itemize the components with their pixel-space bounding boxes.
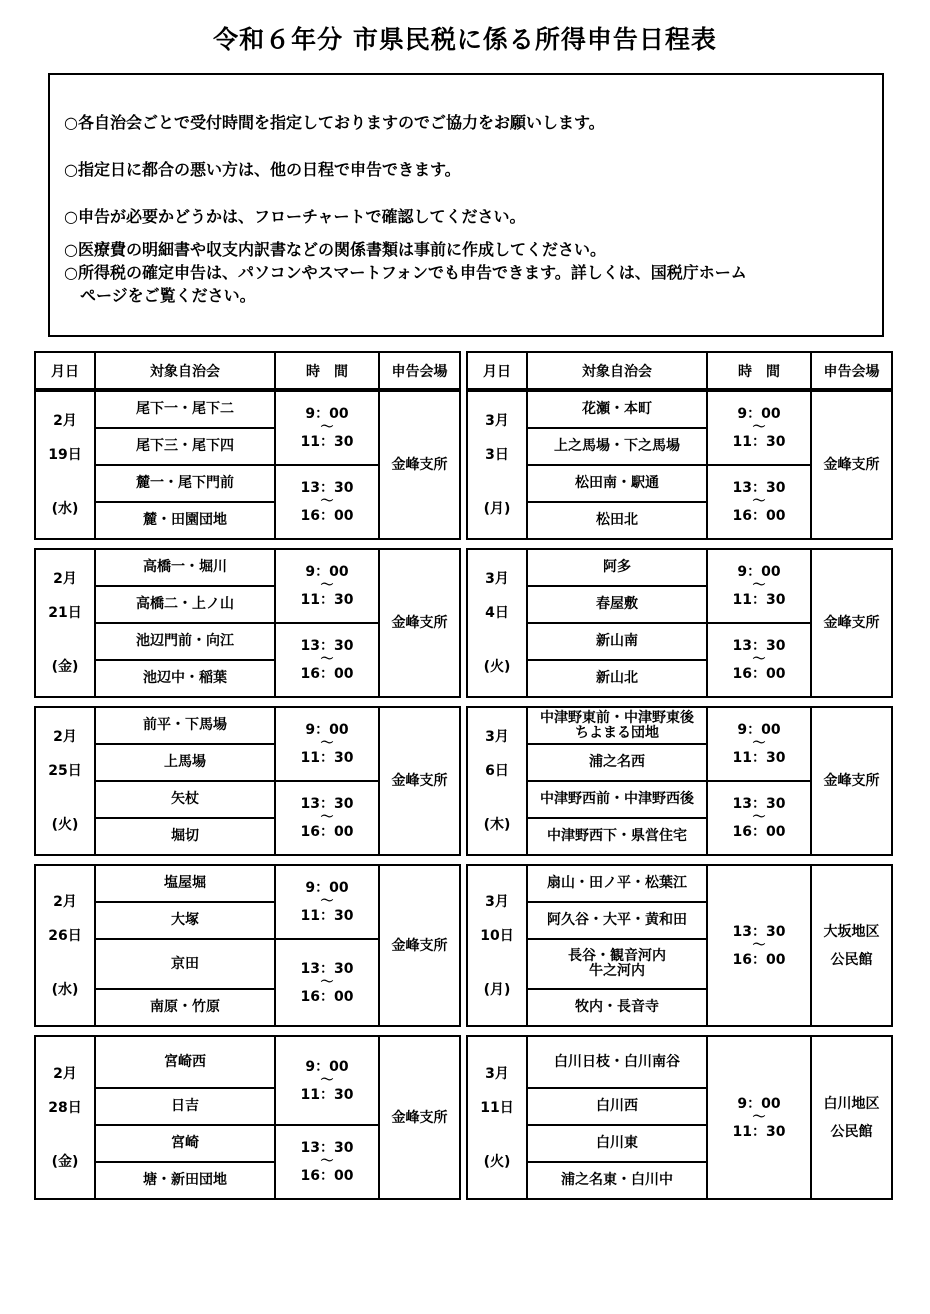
time-start: 9：00 [305,406,349,422]
time-tilde: ～ [320,1154,334,1169]
association-name: 塩屋堀 [164,875,206,891]
venue-name: 金峰支所 [823,615,880,631]
header-venue: 申告会場 [379,352,460,389]
association-cell [527,989,707,1026]
time-cell [707,781,811,855]
time-start: 9：00 [737,406,781,422]
date-weekday: (火) [483,659,511,675]
association-cell [527,1036,707,1088]
association-cell [527,1162,707,1199]
association-name: 春屋敷 [596,596,638,612]
time-cell [707,549,811,623]
date-month: 3月 [485,1065,509,1082]
association-name: 松田南・駅通 [575,475,659,491]
association-cell [95,465,275,502]
association-cell [527,902,707,939]
time-tilde: ～ [752,652,766,667]
time-cell [275,391,379,465]
date-day: 11日 [480,1099,514,1116]
time-tilde: ～ [752,736,766,751]
header-row [467,352,892,389]
time-end: 11：30 [300,750,354,766]
time-start: 9：00 [737,1095,781,1112]
date-day: 6日 [485,763,509,779]
association-name: 阿多 [603,559,631,575]
time-end: 11：30 [300,592,354,608]
time-tilde: ～ [320,494,334,509]
group-spacer [35,1026,460,1036]
venue-name-line2: 公民館 [830,951,873,968]
time-tilde: ～ [752,578,766,593]
group-spacer [467,1026,892,1036]
table-row [467,707,892,744]
association-name: 宮崎 [171,1135,199,1151]
association-name: 高橋二・上ノ山 [136,596,234,612]
venue-name: 金峰支所 [823,773,880,789]
venue-cell [379,391,460,539]
venue-name-line2: 公民館 [830,1123,873,1140]
association-name: 矢杖 [171,791,199,807]
time-cell [275,549,379,623]
time-cell [707,865,811,1026]
table-row [467,865,892,902]
venue-name-line1: 白川地区 [823,1095,880,1112]
notice-item: ○申告が必要かどうかは、フローチャートで確認してください。 [64,207,526,226]
date-weekday: (金) [51,1153,79,1170]
time-tilde: ～ [320,736,334,751]
venue-cell [811,549,892,697]
date-weekday: (水) [51,981,79,998]
association-cell [95,781,275,818]
time-tilde: ～ [320,652,334,667]
time-tilde: ～ [752,937,766,953]
date-month: 2月 [53,413,77,429]
time-cell [275,1036,379,1125]
time-end: 16：00 [732,824,786,840]
venue-cell [811,707,892,855]
time-start: 9：00 [305,722,349,738]
table-row [35,391,460,428]
time-end: 16：00 [300,988,354,1005]
time-cell [275,865,379,939]
date-month: 3月 [485,729,509,745]
schedule-table-march [466,351,893,1200]
association-cell [95,549,275,586]
group-spacer [35,539,460,549]
association-cell [527,391,707,428]
time-end: 16：00 [732,951,786,968]
association-cell [95,865,275,902]
table-row [35,1036,460,1088]
time-tilde: ～ [752,420,766,435]
group-spacer [467,539,892,549]
association-name: 上馬場 [164,754,206,770]
association-name: 中津野西下・県営住宅 [547,828,687,844]
time-cell [275,1125,379,1199]
association-cell [95,502,275,539]
group-spacer [467,855,892,865]
date-cell [35,865,95,1026]
date-day: 3日 [485,447,509,463]
time-end: 16：00 [732,666,786,682]
venue-cell [811,1036,892,1199]
date-day: 28日 [48,1099,82,1116]
association-cell [527,549,707,586]
association-cell [527,502,707,539]
time-end: 11：30 [732,1123,786,1140]
association-name: 高橋一・堀川 [143,559,227,575]
association-cell [95,623,275,660]
time-tilde: ～ [320,420,334,435]
header-association: 対象自治会 [527,352,707,389]
association-cell [95,1088,275,1125]
association-name: 扇山・田ノ平・松葉江 [547,875,687,891]
date-month: 2月 [53,571,77,587]
association-cell [95,660,275,697]
time-cell [707,391,811,465]
date-day: 26日 [48,927,82,944]
venue-name: 金峰支所 [391,457,448,473]
time-start: 13：30 [732,638,786,654]
time-end: 11：30 [732,434,786,450]
date-month: 3月 [485,893,509,910]
header-date: 月日 [467,352,527,389]
association-name: 白川日枝・白川南谷 [554,1053,680,1070]
venue-cell [811,391,892,539]
venue-name: 金峰支所 [391,1109,448,1126]
association-name: 前平・下馬場 [143,717,227,733]
venue-name: 金峰支所 [823,457,880,473]
time-start: 13：30 [300,960,354,977]
association-name: 新山北 [596,670,638,686]
time-tilde: ～ [320,974,334,990]
association-name: 上之馬場・下之馬場 [554,438,680,454]
header-row [35,352,460,389]
association-cell [527,465,707,502]
association-name: 麓一・尾下門前 [136,475,234,491]
date-month: 3月 [485,413,509,429]
date-cell [35,391,95,539]
table-row [35,865,460,902]
date-cell [467,549,527,697]
time-start: 9：00 [737,722,781,738]
time-end: 11：30 [732,750,786,766]
association-cell [95,707,275,744]
association-cell [95,744,275,781]
association-name: 浦之名東・白川中 [561,1172,673,1188]
time-tilde: ～ [752,810,766,825]
venue-name: 金峰支所 [391,937,448,954]
date-day: 4日 [485,605,509,621]
schedule-table-february [34,351,461,1200]
time-end: 11：30 [300,908,354,924]
time-cell [707,465,811,539]
table-row [467,1036,892,1088]
association-cell [527,1125,707,1162]
association-name: 中津野東前・中津野東後 [540,709,694,726]
time-start: 13：30 [300,638,354,654]
date-cell [467,391,527,539]
date-day: 10日 [480,927,514,944]
association-name: 大塚 [171,912,199,928]
date-month: 3月 [485,571,509,587]
date-weekday: (火) [483,1153,511,1170]
time-end: 11：30 [732,592,786,608]
date-day: 21日 [48,605,82,621]
association-name: 日吉 [171,1098,199,1114]
header-time: 時 間 [707,352,811,389]
association-cell [527,586,707,623]
venue-cell [379,707,460,855]
association-name: ちよまる団地 [575,724,659,741]
association-cell [95,818,275,855]
association-cell [95,939,275,989]
time-start: 9：00 [305,880,349,896]
time-end: 16：00 [300,1168,354,1184]
table-row [35,707,460,744]
association-cell [527,939,707,989]
time-end: 16：00 [300,666,354,682]
association-cell [95,428,275,465]
time-start: 9：00 [305,1058,349,1075]
time-cell [707,707,811,781]
venue-cell [379,549,460,697]
association-name: 宮崎西 [164,1053,206,1070]
time-cell [707,623,811,697]
date-month: 2月 [53,1065,77,1082]
association-cell [527,707,707,744]
notice-box [48,73,884,337]
association-name: 白川東 [596,1135,638,1151]
association-name: 中津野西前・中津野西後 [540,791,694,807]
association-cell [95,391,275,428]
time-start: 13：30 [732,480,786,496]
notice-item: ○指定日に都合の悪い方は、他の日程で申告できます。 [64,160,461,179]
association-name: 阿久谷・大平・黄和田 [547,912,687,928]
date-cell [467,707,527,855]
time-cell [275,781,379,855]
association-cell [527,818,707,855]
notice-item: ○所得税の確定申告は、パソコンやスマートフォンでも申告できます。詳しくは、国税庁ホーム [64,263,747,282]
time-start: 13：30 [732,796,786,812]
venue-cell [379,865,460,1026]
association-name: 新山南 [596,633,638,649]
association-cell [527,428,707,465]
date-day: 19日 [48,447,82,463]
association-cell [95,1162,275,1199]
time-cell [275,623,379,697]
association-name: 花瀬・本町 [582,401,652,417]
date-month: 2月 [53,893,77,910]
date-cell [35,707,95,855]
venue-name: 金峰支所 [391,773,448,789]
time-end: 16：00 [732,508,786,524]
group-spacer [467,697,892,707]
association-cell [527,623,707,660]
time-end: 11：30 [300,434,354,450]
association-name: 京田 [171,955,199,972]
association-name: 塘・新田団地 [143,1172,227,1188]
association-cell [95,1125,275,1162]
time-end: 16：00 [300,824,354,840]
group-spacer [35,855,460,865]
association-cell [95,586,275,623]
venue-cell [379,1036,460,1199]
association-cell [527,744,707,781]
time-cell [275,939,379,1026]
association-cell [95,989,275,1026]
association-cell [527,1088,707,1125]
header-date: 月日 [35,352,95,389]
association-name: 牧内・長音寺 [575,999,659,1015]
association-name: 南原・竹原 [150,999,220,1015]
time-start: 13：30 [732,923,786,940]
association-name: 長谷・観音河内 [568,948,666,964]
table-row [35,549,460,586]
table-row [467,549,892,586]
date-month: 2月 [53,729,77,745]
association-name: 白川西 [596,1098,638,1114]
association-cell [95,902,275,939]
time-start: 13：30 [300,796,354,812]
association-cell [527,865,707,902]
date-weekday: (木) [483,817,511,833]
date-cell [467,865,527,1026]
association-cell [95,1036,275,1088]
association-cell [527,781,707,818]
time-cell [275,707,379,781]
date-weekday: (金) [51,659,79,675]
association-name: 尾下一・尾下二 [136,401,234,417]
time-start: 9：00 [737,564,781,580]
time-start: 13：30 [300,480,354,496]
time-tilde: ～ [752,494,766,509]
time-tilde: ～ [320,1072,334,1088]
time-tilde: ～ [320,894,334,909]
group-spacer [35,697,460,707]
date-cell [467,1036,527,1199]
time-cell [707,1036,811,1199]
association-name: 松田北 [596,512,638,528]
association-name: 池辺門前・向江 [136,633,234,649]
date-cell [35,549,95,697]
date-weekday: (月) [483,981,511,998]
time-end: 11：30 [300,1086,354,1103]
notice-item-continued: ページをご覧ください。 [80,286,256,305]
association-name: 浦之名西 [589,754,645,770]
association-name: 牛之河内 [589,963,645,979]
time-tilde: ～ [320,578,334,593]
association-name: 尾下三・尾下四 [136,438,234,454]
time-start: 9：00 [305,564,349,580]
header-time: 時 間 [275,352,379,389]
time-start: 13：30 [300,1140,354,1156]
notice-item: ○各自治会ごとで受付時間を指定しておりますのでご協力をお願いします。 [64,113,605,132]
date-weekday: (月) [483,501,511,517]
association-name: 堀切 [171,828,199,844]
association-name: 麓・田園団地 [143,512,227,528]
association-cell [527,660,707,697]
table-row [467,391,892,428]
date-weekday: (水) [51,501,79,517]
venue-name-line1: 大坂地区 [823,923,880,940]
page-title: 令和６年分 市県民税に係る所得申告日程表 [213,25,717,54]
header-venue: 申告会場 [811,352,892,389]
date-day: 25日 [48,763,82,779]
venue-name: 金峰支所 [391,615,448,631]
time-cell [275,465,379,539]
date-weekday: (火) [51,817,79,833]
time-tilde: ～ [752,1109,766,1125]
time-tilde: ～ [320,810,334,825]
association-name: 池辺中・稲葉 [143,670,227,686]
header-association: 対象自治会 [95,352,275,389]
date-cell [35,1036,95,1199]
time-end: 16：00 [300,508,354,524]
venue-cell [811,865,892,1026]
notice-item: ○医療費の明細書や収支内訳書などの関係書類は事前に作成してください。 [64,240,606,259]
